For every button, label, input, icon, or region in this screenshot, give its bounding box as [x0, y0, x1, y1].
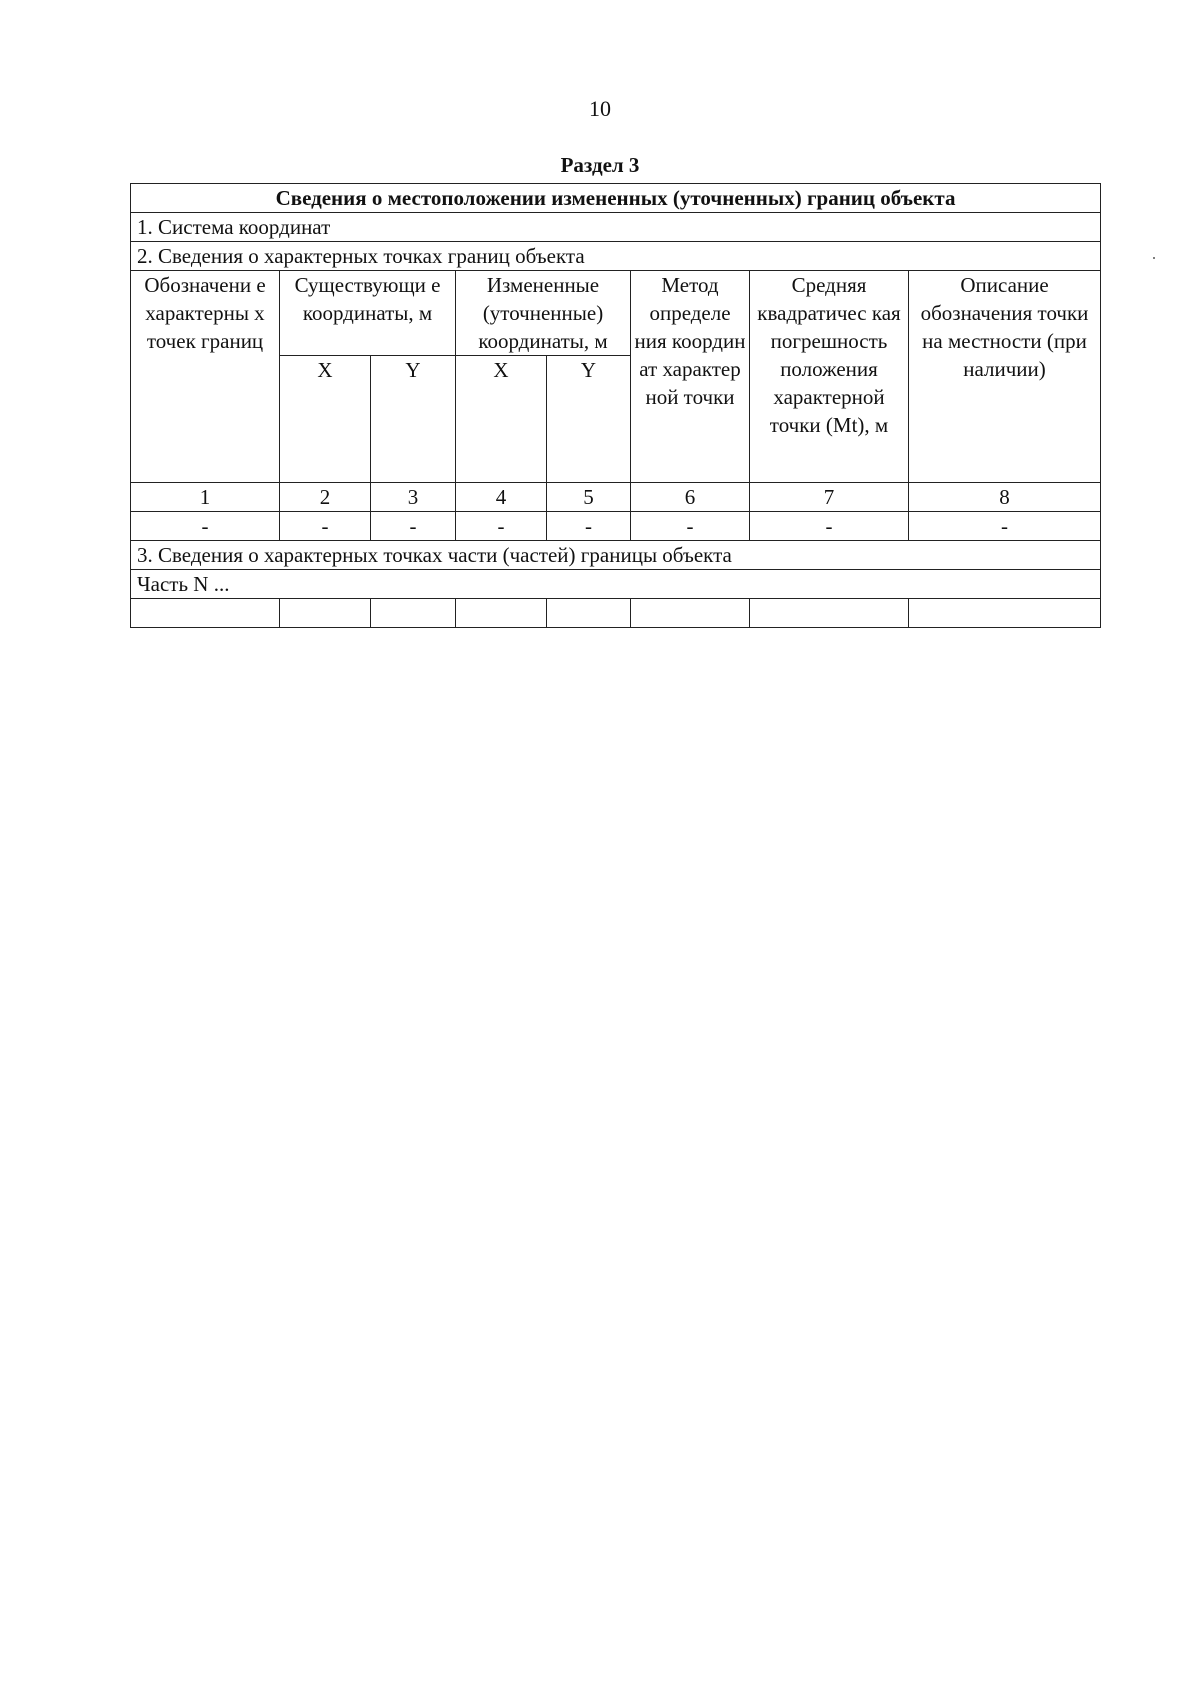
header-method: Метод определе ния координ ат характер ной точки	[631, 271, 750, 483]
dash-cell: -	[909, 512, 1101, 541]
dash-cell: -	[631, 512, 750, 541]
header-changed-coordinates: Измененные (уточненные) координаты, м	[456, 271, 631, 356]
part-label-row	[131, 570, 1101, 599]
table-title-row	[131, 184, 1101, 213]
header-existing-y: Y	[371, 356, 456, 483]
dash-cell: -	[750, 512, 909, 541]
coordinate-system-label: 1. Система координат	[131, 213, 1101, 242]
empty-row	[131, 599, 1101, 628]
column-number: 6	[631, 483, 750, 512]
column-number: 7	[750, 483, 909, 512]
empty-cell	[631, 599, 750, 628]
column-number: 3	[371, 483, 456, 512]
part-points-label: 3. Сведения о характерных точках части (частей) границы объекта	[131, 541, 1101, 570]
empty-cell	[280, 599, 371, 628]
dash-cell: -	[547, 512, 631, 541]
dash-cell: -	[456, 512, 547, 541]
empty-cell	[547, 599, 631, 628]
dash-cell: -	[280, 512, 371, 541]
table-title: Сведения о местоположении измененных (уточненных) границ объекта	[131, 184, 1101, 213]
page-number: 10	[589, 96, 611, 121]
dash-row	[131, 512, 1101, 541]
column-number: 5	[547, 483, 631, 512]
boundary-points-label: 2. Сведения о характерных точках границ объекта	[131, 242, 1101, 271]
empty-cell	[371, 599, 456, 628]
header-changed-x: X	[456, 356, 547, 483]
column-number: 4	[456, 483, 547, 512]
empty-cell	[131, 599, 280, 628]
part-points-row	[131, 541, 1101, 570]
column-numbers-row	[131, 483, 1101, 512]
dash-cell: -	[371, 512, 456, 541]
empty-cell	[909, 599, 1101, 628]
header-mean-square-error: Средняя квадратичес кая погрешность положения характерной точки (Mt), м	[750, 271, 909, 483]
header-existing-coordinates: Существующи е координаты, м	[280, 271, 456, 356]
column-number: 2	[280, 483, 371, 512]
header-point-designation: Обозначени е характерны х точек границ	[131, 271, 280, 483]
coordinate-system-row	[131, 213, 1101, 242]
empty-cell	[456, 599, 547, 628]
boundary-table	[130, 183, 1101, 628]
header-point-description: Описание обозначения точки на местности (при наличии)	[909, 271, 1101, 483]
dash-cell: -	[131, 512, 280, 541]
empty-cell	[750, 599, 909, 628]
header-row-top	[131, 271, 1101, 356]
boundary-points-row	[131, 242, 1101, 271]
part-label: Часть N ...	[131, 570, 1101, 599]
column-number: 1	[131, 483, 280, 512]
header-changed-y: Y	[547, 356, 631, 483]
column-number: 8	[909, 483, 1101, 512]
header-existing-x: X	[280, 356, 371, 483]
section-title: Раздел 3	[560, 153, 640, 177]
scan-speck	[1153, 257, 1155, 259]
